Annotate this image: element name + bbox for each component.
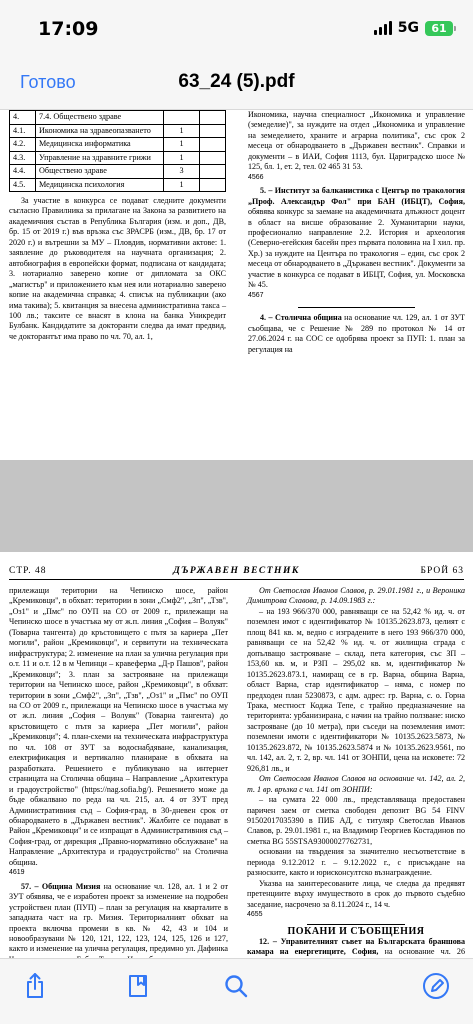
notice-body: на основание чл. 128, ал. 1 и 2 от ЗУТ обявява, че е изработен проект за изменение на подробен устройствен план (ПУП) – план за регулация на кварталите в западната част на гр. Мизия. Териториалният обхват на проекта включва промени в кв. № 42, 43 и 104 и новообразувани № 120, 121, 122, 123, 124, 125, 126 и 127, както и изменение на улична регулация, предимно ул. Дафинка <box>9 881 228 954</box>
table-row: 4.3. Управление на здравните грижи 1 <box>10 151 226 165</box>
status-time: 17:09 <box>38 18 99 40</box>
page1-right-column <box>248 110 465 355</box>
done-button[interactable]: Готово <box>20 72 76 92</box>
page2-left-column <box>9 586 228 997</box>
paragraph: За участие в конкурса се подават следните документи съгласно Правилника за прилагане на Закона за развитието на академичния състав в Република България (изм. и доп., ДВ, бр. 15 от 2019 г.) във връзка със ЗРАСРБ (изм., ДВ, бр. 17 от 2020 г.) и вътрешни за МУ – Пловдив, нормативни актове: 1. заявление до ръководителя на научната организация; 2. автобиография в европейски формат, подписана от кандидата; 3. нотариално заверено копие от дипломата за ОКС „магистър" и приложението към нея или нотариално заверено копие на академична справка; 4. списък на публикации (ако има такива); 5. квитанция за внесена административна такса – 100 лв.; таксите се внасят в клона на банка Уникредит Булбанк. Кандидатите за докторанти следва да имат предвид, че докторантът има право по чл. 70, ал. 1, <box>9 196 226 341</box>
bottom-toolbar <box>0 958 473 1024</box>
navigation-bar <box>0 58 473 110</box>
pdf-viewer[interactable] <box>0 110 473 958</box>
notice-number: 4655 <box>247 911 263 919</box>
notice-heading: 4. – Столична община <box>260 313 342 323</box>
page-separator <box>0 460 473 552</box>
publication-title: ДЪРЖАВЕН ВЕСТНИК <box>173 566 300 576</box>
page1-left-column <box>9 110 226 342</box>
table-row: 4.2. Медицинска информатика 1 <box>10 138 226 152</box>
notice-heading: 57. – Община Мизия <box>21 881 101 891</box>
pdf-page-1 <box>0 110 473 460</box>
search-icon[interactable] <box>221 971 251 1001</box>
notice-heading: 5. – Институт за балканистика с Център по тракология „Проф. Александър Фол" при БАН (ИБЦТ), София, <box>248 186 465 206</box>
page2-right-column <box>247 586 465 979</box>
paragraph: прилежащи територии на Чепинско шосе, район „Кремиковци", в обхват: територии в зони „Смф2", „Зп", „Тзв", „Оз1" и „Пмс" по ОУП на СО от 2009 г., прилежащи на Чепинско шосе в участъка му от ж.п. линия „София – Волуяк" (Товарна тангента) до кръстовището с пътя за кариера „Пет могили", район „Кремиковци", и сервитути на техническата инфраструктура; 2. изменение на план за улична регулация при о.т. 11 и о.т. 12 в м Чепинци – кравеферма „Д-р Пашов", район „Кремиковци"; 3. план за застрояване на прилежащи територии на Чепинско шосе, район „Кремиковци", в обхват: територии в зони „Смф2", „Зп", „Тзв", „Оз1" и „Пмс" по ОУП на СО от 2009 г., прилежащи на Чепинско шосе в участъка му от ж.п. линия „София – Волуяк" (Товарна тангента) до кръстовището с пътя за кариера „Пет могили", район „Кремиковци"; 4. план-схеми на техническата инфраструктура по чл. 108 от ЗУТ за водоснабдяване, канализация, електрификация и вертикално планиране в обхвата на разработката. Решението е публикувано на интернет страницата на Столична община – Направление „Архитектура и градоустройство" (https://nag.sofia.bg/). Решението може да бъде обжалвано по реда на чл. 215, ал. 4 от ЗУТ пред Административния съд – София-град, в 30-дневен срок от обнародването в „Държавен вестник". Жалбите се подават в Район „Кремиковци" и се изпращат в Административния съд – София-град, от дирекция „Правно-нормативно обслужване" на Направление „Архитектура и градоустройство" на Столична община. <box>9 586 228 867</box>
notice-number: 4567 <box>248 291 264 299</box>
divider <box>307 924 405 925</box>
signal-icon <box>374 21 392 35</box>
issue-number: БРОЙ 63 <box>420 566 464 576</box>
divider <box>298 307 415 308</box>
paragraph: – на сумата 22 000 лв., представляваща предоставен паричен заем от сметка свободен депозит BG 54 FINV 91502017035390 в ПИБ АД, с титуляр Светослав Иванов Славов, р. 29.01.1981 г., на Владимир Георгиев Костадинов по сметка BG 55STSA93000027762731, <box>247 795 465 846</box>
paragraph: основани на твърдения за значително несъответствие в периода 9.12.2012 г. – 9.12.2022 г., с присъждане на разноските, както и юрисконсултско възнаграждение. <box>247 847 465 878</box>
pdf-page-2 <box>0 552 473 958</box>
document-title: 63_24 (5).pdf <box>178 71 295 92</box>
network-type: 5G <box>397 20 419 36</box>
table-row: 4.4. Обществено здраве 3 <box>10 165 226 179</box>
bookmark-icon[interactable] <box>123 971 153 1001</box>
section-heading: ПОКАНИ И СЪОБЩЕНИЯ <box>287 925 425 937</box>
specialties-table <box>9 110 226 192</box>
notice-body: на основание чл. 26 <box>384 947 466 957</box>
table-row: 4.5. Медицинска психология 1 <box>10 178 226 192</box>
paragraph: От Светослав Иванов Славов, р. 29.01.1981 г., и Вероника Димитрова Славова, р. 14.09.1983 г.: <box>247 586 465 606</box>
paragraph: – на 193 966/370 000, равняващи се на 52,42 % ид. ч. от поземлен имот с идентификатор № 10135.2623.873, целият с площ 841 кв. м, ведно с изградените в него 193 966/370 000, равняващи се на 52,42 % ид. ч. от жилищна сграда с допълващо застрояване – склад, пета категория, със ЗП – 153,60 кв. м, и РЗП – 295,02 кв. м, идентификатор № 10135.2623.873.1, намиращ се в гр. Варна, община Варна, област Варна, стар идентификатор – няма, с номер по предходен план 5230873, с адм. адрес: гр. Варна, с. о. Горна Трака, местност Коджа Тепе, с трайно предназначение на територията: урбанизирана, с начин на трайно ползване: ниско застрояване (до 10 метра), при съседи на поземления имот: поземлени имоти с идентификатори № 10135.2623.5873, № 10135.2623.872, № 10135.2623.5874 и № 10135.2623.9561, по чл. 142, ал. 2, т. 2, вр. чл. 141 от ЗОНПИ, цена на исковете: 72 926,81 лв., и <box>247 606 465 773</box>
notice-body: обявява конкурс за заемане на академичната длъжност доцент в област на висше образование 2. Хуманитарни науки, професионално направление 2.2. История и археология (Северно-егейския басейн през първата половина на I хил. пр. Хр.) за нуждите на Центъра по тракология – един, със срок 2 месеца от обнародването в „Държавен вестник". Документи за участие в конкурса се подават в ИБЦТ, София, ул. Московска № 45. <box>248 207 465 290</box>
share-icon[interactable] <box>20 971 50 1001</box>
paragraph <box>248 186 465 291</box>
notice-number: 4566 <box>248 173 264 181</box>
battery-level: 61 <box>431 21 447 35</box>
page-header <box>9 566 464 580</box>
page-number: СТР. 48 <box>9 566 47 576</box>
paragraph <box>248 313 465 355</box>
status-indicators <box>374 20 453 36</box>
paragraph: Икономика, научна специалност „Икономика и управление (земеделие)", за нуждите на отдел „Икономика и управление на земеделието, храните и аграрна политика", със срок 2 месеца от обнародването в „Държавен вестник". Справки и документи – в ИАИ, София 1113, бул. Цариградско шосе № 125, бл. 1, ет. 2, тел. 02 465 31 53. <box>248 110 465 172</box>
table-row: 4.1. Икономика на здравеопазването 1 <box>10 124 226 138</box>
notice-number: 4619 <box>9 869 25 877</box>
paragraph: Указва на заинтересованите лица, че следва да предявят претенциите върху имуществото в срок до първото съдебно заседание, насрочено за 8.11.2024 г., 14 ч. <box>247 878 465 909</box>
status-bar <box>0 0 473 58</box>
battery-icon <box>425 21 453 36</box>
paragraph: От Светослав Иванов Славов на основание чл. 142, ал. 2, т. 1 вр. връзка с чл. 141 от ЗОНПИ: <box>247 774 465 794</box>
notice-body: на основание чл. 129, ал. 1 от ЗУТ съобщава, че с Решение № 289 по протокол № 14 от 27.06.2024 г. на СОС се одобрява проект за ПУП: 1. план за регулация на <box>248 313 466 354</box>
notice-heading: 12. – Управителният съвет на Българската браншова камара на енергетиците, София, <box>247 936 465 957</box>
markup-icon[interactable] <box>421 971 451 1001</box>
table-row: 4. 7.4. Обществено здраве <box>10 111 226 125</box>
